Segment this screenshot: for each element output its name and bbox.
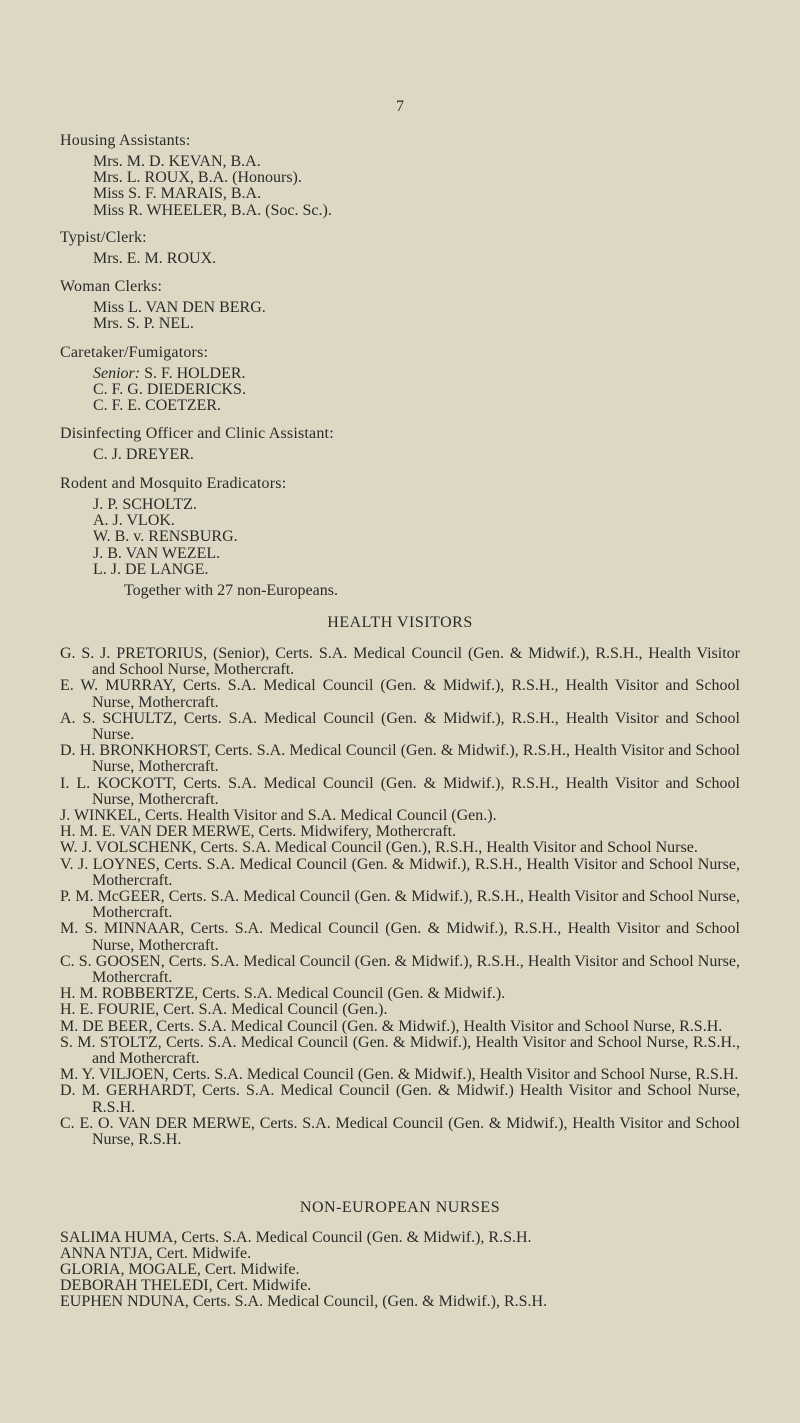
woman-clerks-section bbox=[60, 279, 740, 332]
health-visitor-entry: M. S. MINNAAR, Certs. S.A. Medical Council (Gen. & Midwif.), R.S.H., Health Visitor and School Nurse, Mothercraft. bbox=[60, 920, 740, 954]
health-visitor-entry: V. J. LOYNES, Certs. S.A. Medical Council (Gen. & Midwif.), R.S.H., Health Visitor and School Nurse, Mothercraft. bbox=[60, 855, 740, 889]
staff-item: Mrs. S. P. NEL. bbox=[93, 315, 194, 333]
health-visitor-entry: J. WINKEL, Certs. Health Visitor and S.A. Medical Council (Gen.). bbox=[60, 807, 497, 825]
housing-assistants-section bbox=[60, 133, 740, 219]
typist-clerk-section bbox=[60, 230, 740, 267]
health-visitor-entry: H. E. FOURIE, Cert. S.A. Medical Council (Gen.). bbox=[60, 1001, 388, 1019]
staff-item: C. F. E. COETZER. bbox=[93, 397, 222, 415]
staff-item: A. J. VLOK. bbox=[93, 512, 175, 530]
non-european-nurses-heading: NON-EUROPEAN NURSES bbox=[299, 1199, 501, 1216]
nurse-entry: ANNA NTJA, Cert. Midwife. bbox=[60, 1245, 252, 1262]
staff-item: J. B. VAN WEZEL. bbox=[93, 544, 221, 562]
staff-item: J. P. SCHOLTZ. bbox=[93, 496, 197, 513]
health-visitor-entry: G. S. J. PRETORIUS, (Senior), Certs. S.A. Medical Council (Gen. & Midwif.), R.S.H., Health Visitor and School Nurse, Mothercraft. bbox=[60, 645, 740, 679]
health-visitor-entry: A. S. SCHULTZ, Certs. S.A. Medical Council (Gen. & Midwif.), R.S.H., Health Visitor and School Nurse. bbox=[60, 709, 740, 744]
staff-item: Mrs. E. M. ROUX. bbox=[93, 250, 217, 267]
health-visitor-entry: W. J. VOLSCHENK, Certs. S.A. Medical Council (Gen.), R.S.H., Health Visitor and School Nurse. bbox=[60, 839, 698, 857]
health-visitors-heading: HEALTH VISITORS bbox=[327, 614, 473, 631]
health-visitor-entry: P. M. McGEER, Certs. S.A. Medical Council (Gen. & Midwif.), R.S.H., Health Visitor and School Nurse, Mothercraft. bbox=[60, 888, 740, 922]
staff-item: Miss R. WHEELER, B.A. (Soc. Sc.). bbox=[93, 201, 332, 219]
health-visitor-entry: I. L. KOCKOTT, Certs. S.A. Medical Council (Gen. & Midwif.), R.S.H., Health Visitor and School Nurse, Mothercraft. bbox=[60, 774, 740, 808]
staff-item: L. J. DE LANGE. bbox=[93, 560, 209, 578]
nurse-entry: SALIMA HUMA, Certs. S.A. Medical Council (Gen. & Midwif.), R.S.H. bbox=[60, 1229, 532, 1246]
section-heading: Disinfecting Officer and Clinic Assistant: bbox=[60, 425, 334, 442]
staff-item: Mrs. M. D. KEVAN, B.A. bbox=[93, 153, 261, 170]
health-visitor-entry: D. H. BRONKHORST, Certs. S.A. Medical Council (Gen. & Midwif.), R.S.H., Health Visitor and School Nurse, Mothercraft. bbox=[60, 742, 740, 776]
health-visitor-entry: D. M. GERHARDT, Certs. S.A. Medical Council (Gen. & Midwif.) Health Visitor and School Nurse, R.S.H. bbox=[60, 1082, 740, 1116]
caretakers-section bbox=[60, 345, 740, 415]
health-visitor-entry: S. M. STOLTZ, Certs. S.A. Medical Council (Gen. & Midwif.), Health Visitor and School Nurse, R.S.H., and Mothercraft. bbox=[60, 1033, 740, 1068]
health-visitor-entry: M. DE BEER, Certs. S.A. Medical Council (Gen. & Midwif.), Health Visitor and School Nurse, R.S.H. bbox=[60, 1017, 723, 1035]
senior-label: Senior: bbox=[93, 365, 141, 382]
staff-item: C. J. DREYER. bbox=[93, 446, 194, 463]
health-visitors-list bbox=[60, 646, 740, 1148]
health-visitor-entry: H. M. E. VAN DER MERWE, Certs. Midwifery, Mothercraft. bbox=[60, 823, 457, 841]
health-visitor-entry: C. E. O. VAN DER MERWE, Certs. S.A. Medical Council (Gen. & Midwif.), Health Visitor and School Nurse, R.S.H. bbox=[60, 1114, 740, 1149]
staff-item: C. F. G. DIEDERICKS. bbox=[93, 381, 246, 399]
section-heading: Typist/Clerk: bbox=[60, 229, 147, 246]
section-heading: Caretaker/Fumigators: bbox=[60, 344, 209, 361]
nurse-entry: GLORIA, MOGALE, Cert. Midwife. bbox=[60, 1261, 300, 1278]
staff-item: Mrs. L. ROUX, B.A. (Honours). bbox=[93, 169, 302, 187]
disinfecting-section bbox=[60, 426, 740, 463]
health-visitor-entry: E. W. MURRAY, Certs. S.A. Medical Council (Gen. & Midwif.), R.S.H., Health Visitor and School Nurse, Mothercraft. bbox=[60, 677, 740, 711]
health-visitor-entry: C. S. GOOSEN, Certs. S.A. Medical Council (Gen. & Midwif.), R.S.H., Health Visitor and School Nurse, Mothercraft. bbox=[60, 952, 740, 987]
staff-item: W. B. v. RENSBURG. bbox=[93, 528, 238, 546]
senior-name: S. F. HOLDER. bbox=[144, 365, 246, 382]
nurse-entry: EUPHEN NDUNA, Certs. S.A. Medical Council, (Gen. & Midwif.), R.S.H. bbox=[60, 1293, 548, 1310]
non-europeans-note: Together with 27 non-Europeans. bbox=[124, 582, 338, 600]
health-visitor-entry: H. M. ROBBERTZE, Certs. S.A. Medical Council (Gen. & Midwif.). bbox=[60, 985, 506, 1003]
section-heading: Housing Assistants: bbox=[60, 132, 191, 149]
nurse-entry: DEBORAH THELEDI, Cert. Midwife. bbox=[60, 1277, 312, 1294]
page-number: 7 bbox=[396, 98, 404, 115]
section-heading: Rodent and Mosquito Eradicators: bbox=[60, 475, 287, 492]
section-heading: Woman Clerks: bbox=[60, 278, 163, 295]
rodent-eradicators-section bbox=[60, 476, 740, 599]
staff-item: Miss L. VAN DEN BERG. bbox=[93, 299, 266, 316]
health-visitor-entry: M. Y. VILJOEN, Certs. S.A. Medical Council (Gen. & Midwif.), Health Visitor and School Nurse, R.S.H. bbox=[60, 1066, 739, 1084]
staff-item-senior bbox=[60, 366, 740, 382]
staff-item: Miss S. F. MARAIS, B.A. bbox=[93, 185, 262, 203]
non-european-nurses-list bbox=[60, 1230, 740, 1310]
